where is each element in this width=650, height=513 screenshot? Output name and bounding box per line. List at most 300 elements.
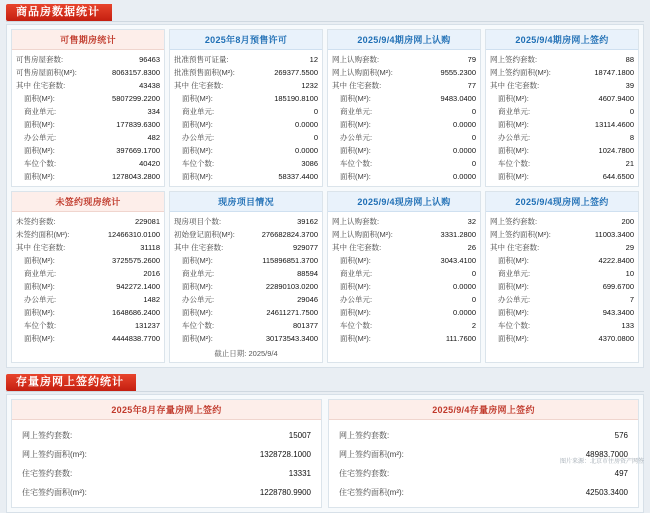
card-unsigned-completed-housing — [11, 191, 165, 363]
stat-row — [16, 319, 160, 332]
stat-value: 88 — [625, 55, 634, 64]
stat-row — [174, 157, 318, 170]
stat-value: 0 — [471, 159, 476, 168]
stat-label: 网上认购套数: — [332, 217, 380, 226]
stat-row — [16, 254, 160, 267]
stat-value: 1228780.9900 — [259, 488, 311, 497]
stat-value: 0 — [313, 107, 318, 116]
stat-label: 批准预售可证量: — [174, 55, 229, 64]
stat-row — [174, 319, 318, 332]
stat-row — [16, 332, 160, 345]
section-title-stock-housing: 存量房网上签约统计 — [6, 374, 136, 391]
stat-row — [490, 66, 634, 79]
stat-row — [490, 131, 634, 144]
stat-value: 269377.5500 — [274, 68, 318, 77]
stat-value: 3331.2800 — [440, 230, 476, 239]
card-stock-contract-daily — [328, 399, 639, 508]
stat-label: 车位个数: — [498, 159, 531, 168]
stat-label: 商业单元: — [498, 269, 531, 278]
stat-row — [332, 215, 476, 228]
stat-row — [174, 105, 318, 118]
stat-row — [490, 92, 634, 105]
stat-label: 面积(M²): — [498, 172, 529, 181]
card-rows — [12, 420, 321, 504]
stat-label: 面积(M²): — [340, 308, 371, 317]
stat-value: 1328728.1000 — [259, 450, 311, 459]
stat-label: 面积(M²): — [340, 120, 371, 129]
stat-row — [332, 131, 476, 144]
stat-label: 面积(M²): — [498, 308, 529, 317]
stat-label: 车位个数: — [498, 321, 531, 330]
stat-value: 276682824.3700 — [261, 230, 318, 239]
stat-row — [332, 105, 476, 118]
stat-row — [332, 267, 476, 280]
stat-value: 229081 — [134, 217, 160, 226]
stat-label: 网上认购面积(M²): — [332, 68, 393, 77]
stat-value: 40420 — [139, 159, 160, 168]
stat-value: 0.0000 — [295, 146, 318, 155]
stat-row — [332, 306, 476, 319]
stat-label: 批准预售面积(M²): — [174, 68, 235, 77]
stat-label: 车位个数: — [24, 321, 57, 330]
stat-label: 面积(M²): — [24, 308, 55, 317]
stat-row — [490, 215, 634, 228]
stat-value: 0.0000 — [453, 120, 476, 129]
stat-row — [332, 66, 476, 79]
stat-row — [490, 228, 634, 241]
card-forward-online-subscription — [327, 29, 481, 187]
card-rows — [170, 50, 322, 183]
stat-value: 30173543.3400 — [265, 334, 318, 343]
stat-value: 2016 — [143, 269, 160, 278]
stat-row — [490, 306, 634, 319]
stat-row — [490, 118, 634, 131]
stat-label: 商业单元: — [24, 107, 57, 116]
stat-label: 网上签约套数: — [22, 431, 73, 440]
stat-row — [16, 105, 160, 118]
stat-row — [332, 157, 476, 170]
stat-value: 0 — [471, 133, 476, 142]
stat-value: 397669.1700 — [116, 146, 160, 155]
stat-row — [16, 66, 160, 79]
stat-label: 面积(M²): — [340, 172, 371, 181]
stat-row — [174, 53, 318, 66]
stat-label: 办公单元: — [24, 295, 57, 304]
stat-value: 29 — [625, 243, 634, 252]
stat-row — [332, 332, 476, 345]
stat-row — [174, 66, 318, 79]
stat-value: 185190.8100 — [274, 94, 318, 103]
stat-row — [174, 131, 318, 144]
stat-value: 21 — [625, 159, 634, 168]
stat-value: 10 — [625, 269, 634, 278]
stat-value: 18747.1800 — [594, 68, 634, 77]
stat-row — [332, 92, 476, 105]
stat-value: 0.0000 — [453, 282, 476, 291]
card-title: 2025年8月存量房网上签约 — [12, 400, 321, 420]
stat-value: 0.0000 — [453, 146, 476, 155]
stat-value: 4444838.7700 — [112, 334, 160, 343]
stat-label: 住宅签约面积(m²): — [22, 488, 87, 497]
stat-label: 面积(M²): — [498, 146, 529, 155]
stat-label: 面积(M²): — [340, 256, 371, 265]
stat-row — [174, 79, 318, 92]
stat-label: 其中 住宅套数: — [174, 81, 224, 90]
stat-row — [16, 170, 160, 183]
stat-value: 1482 — [143, 295, 160, 304]
card-title: 2025/9/4期房网上认购 — [328, 30, 480, 50]
stat-row — [490, 157, 634, 170]
stat-label: 面积(M²): — [182, 120, 213, 129]
stat-label: 面积(M²): — [340, 282, 371, 291]
stat-row — [174, 241, 318, 254]
stat-value: 3725575.2600 — [112, 256, 160, 265]
stat-label: 面积(M²): — [340, 334, 371, 343]
stat-value: 0 — [471, 295, 476, 304]
stat-value: 576 — [614, 431, 628, 440]
stat-row — [332, 118, 476, 131]
stat-row — [174, 267, 318, 280]
stat-label: 面积(M²): — [24, 146, 55, 155]
stat-label: 可售房屋面积(M²): — [16, 68, 77, 77]
stat-label: 其中 住宅套数: — [490, 243, 540, 252]
stat-value: 39 — [625, 81, 634, 90]
stat-label: 车位个数: — [182, 159, 215, 168]
stat-label: 面积(M²): — [182, 282, 213, 291]
stat-row — [174, 306, 318, 319]
stat-row — [490, 267, 634, 280]
stat-row — [16, 157, 160, 170]
card-completed-project-status — [169, 191, 323, 363]
card-rows — [486, 50, 638, 183]
stat-row — [339, 426, 628, 445]
card-rows — [328, 212, 480, 345]
stat-row — [174, 92, 318, 105]
stat-label: 商业单元: — [340, 269, 373, 278]
card-presale-permit-august — [169, 29, 323, 187]
stat-label: 面积(M²): — [340, 94, 371, 103]
stat-value: 42503.3400 — [585, 488, 628, 497]
stat-label: 网上签约套数: — [490, 217, 538, 226]
stat-label: 商业单元: — [182, 107, 215, 116]
stat-value: 79 — [467, 55, 476, 64]
stat-value: 4370.0800 — [598, 334, 634, 343]
stat-row — [490, 293, 634, 306]
section-header-stock-housing — [6, 374, 644, 391]
stat-row — [22, 483, 311, 502]
stat-value: 26 — [467, 243, 476, 252]
card-title: 2025/9/4期房网上签约 — [486, 30, 638, 50]
stat-label: 住宅签约面积(m²): — [339, 488, 404, 497]
stat-value: 13331 — [288, 469, 311, 478]
stat-row — [16, 306, 160, 319]
stock-housing-card-grid — [11, 399, 639, 508]
stat-row — [490, 254, 634, 267]
stock-housing-panel — [6, 394, 644, 513]
stat-label: 面积(M²): — [182, 94, 213, 103]
stat-row — [490, 105, 634, 118]
stat-value: 133 — [621, 321, 634, 330]
stat-value: 111.7600 — [445, 334, 476, 343]
stat-row — [16, 241, 160, 254]
card-title: 2025年8月预售许可 — [170, 30, 322, 50]
stat-label: 面积(M²): — [24, 334, 55, 343]
stat-label: 面积(M²): — [340, 146, 371, 155]
stat-value: 0.0000 — [453, 308, 476, 317]
stat-value: 1232 — [301, 81, 318, 90]
card-title: 未签约现房统计 — [12, 192, 164, 212]
stat-value: 15007 — [288, 431, 311, 440]
stat-label: 网上签约套数: — [490, 55, 538, 64]
stat-value: 177839.6300 — [116, 120, 160, 129]
stat-value: 31118 — [140, 243, 160, 252]
stat-row — [16, 79, 160, 92]
stat-row — [490, 280, 634, 293]
stat-row — [16, 215, 160, 228]
stat-value: 801377 — [292, 321, 318, 330]
source-footer: 图片来源：北京市住房资产网签 — [559, 459, 644, 465]
stat-row — [174, 215, 318, 228]
stat-row — [332, 228, 476, 241]
stat-value: 334 — [147, 107, 160, 116]
stat-label: 网上签约面积(m²): — [339, 450, 404, 459]
card-title: 2025/9/4现房网上签约 — [486, 192, 638, 212]
stat-label: 其中 住宅套数: — [332, 81, 382, 90]
stat-value: 2 — [471, 321, 476, 330]
stat-row — [16, 118, 160, 131]
stat-value: 12466310.0100 — [107, 230, 160, 239]
stat-row — [16, 293, 160, 306]
stat-value: 22890103.0200 — [265, 282, 318, 291]
stat-value: 497 — [614, 469, 628, 478]
stat-value: 11003.3400 — [594, 230, 634, 239]
stat-label: 面积(M²): — [24, 172, 55, 181]
stat-label: 面积(M²): — [24, 120, 55, 129]
stat-label: 网上签约套数: — [339, 431, 390, 440]
stat-label: 面积(M²): — [182, 308, 213, 317]
stat-row — [332, 170, 476, 183]
card-title: 现房项目情况 — [170, 192, 322, 212]
stat-row — [332, 254, 476, 267]
stat-value: 96463 — [139, 55, 160, 64]
stat-row — [174, 228, 318, 241]
stat-value: 8 — [629, 133, 634, 142]
data-cutoff-date: 截止日期: 2025/9/4 — [214, 349, 278, 358]
stat-value: 482 — [147, 133, 160, 142]
new-housing-card-grid — [11, 29, 639, 363]
stat-label: 其中 住宅套数: — [490, 81, 540, 90]
stat-label: 网上认购面积(M²): — [332, 230, 393, 239]
stat-label: 其中 住宅套数: — [174, 243, 224, 252]
stat-value: 88594 — [297, 269, 318, 278]
stat-label: 面积(M²): — [24, 256, 55, 265]
stat-value: 9483.0400 — [440, 94, 476, 103]
stat-value: 12 — [309, 55, 318, 64]
stat-label: 其中 住宅套数: — [16, 243, 66, 252]
stat-row — [339, 483, 628, 502]
section-header-new-housing — [6, 4, 644, 21]
stat-row — [339, 464, 628, 483]
card-rows — [486, 212, 638, 345]
stat-row — [174, 170, 318, 183]
stat-row — [332, 53, 476, 66]
stat-label: 车位个数: — [340, 321, 373, 330]
stat-value: 943.3400 — [602, 308, 634, 317]
stat-value: 48983.7000 — [585, 450, 628, 459]
stat-label: 现房项目个数: — [174, 217, 222, 226]
stat-label: 住宅签约套数: — [339, 469, 390, 478]
stat-value: 929077 — [292, 243, 318, 252]
stat-value: 8063157.8300 — [112, 68, 160, 77]
stat-value: 644.6500 — [602, 172, 634, 181]
stat-label: 网上签约面积(M²): — [490, 230, 551, 239]
stat-value: 29046 — [297, 295, 318, 304]
stat-value: 3086 — [301, 159, 318, 168]
stat-label: 面积(M²): — [182, 172, 213, 181]
card-stock-contract-august — [11, 399, 322, 508]
stat-label: 车位个数: — [182, 321, 215, 330]
stat-value: 7 — [629, 295, 634, 304]
stat-value: 3043.4100 — [440, 256, 476, 265]
stat-label: 办公单元: — [24, 133, 57, 142]
stat-label: 住宅签约套数: — [22, 469, 73, 478]
stat-value: 77 — [467, 81, 476, 90]
stat-row — [16, 53, 160, 66]
stat-label: 面积(M²): — [498, 256, 529, 265]
stat-row — [332, 319, 476, 332]
card-completed-online-subscription — [327, 191, 481, 363]
card-available-forward-housing — [11, 29, 165, 187]
stat-row — [490, 79, 634, 92]
stat-label: 面积(M²): — [498, 282, 529, 291]
stat-value: 1024.7800 — [598, 146, 634, 155]
stat-label: 未签约套数: — [16, 217, 56, 226]
stat-label: 车位个数: — [340, 159, 373, 168]
stat-value: 39162 — [297, 217, 318, 226]
stat-value: 4607.9400 — [598, 94, 634, 103]
stat-label: 面积(M²): — [498, 94, 529, 103]
stat-value: 13114.4600 — [594, 120, 634, 129]
stat-label: 面积(M²): — [182, 334, 213, 343]
stat-row — [332, 241, 476, 254]
stat-value: 0 — [471, 107, 476, 116]
stat-label: 面积(M²): — [182, 256, 213, 265]
stat-label: 未签约面积(M²): — [16, 230, 70, 239]
stat-value: 0.0000 — [453, 172, 476, 181]
stat-label: 办公单元: — [340, 295, 373, 304]
stat-value: 0.0000 — [295, 120, 318, 129]
stat-row — [174, 144, 318, 157]
stat-value: 58337.4400 — [278, 172, 318, 181]
stat-row — [490, 53, 634, 66]
stat-value: 1278043.2800 — [112, 172, 160, 181]
stat-label: 办公单元: — [340, 133, 373, 142]
stat-value: 131237 — [134, 321, 160, 330]
card-title: 2025/9/4存量房网上签约 — [329, 400, 638, 420]
stat-value: 942272.1400 — [116, 282, 160, 291]
stat-label: 其中 住宅套数: — [16, 81, 66, 90]
card-title: 可售期房统计 — [12, 30, 164, 50]
stat-row — [174, 293, 318, 306]
stat-value: 5807299.2200 — [112, 94, 160, 103]
stat-row — [490, 332, 634, 345]
stat-value: 1648686.2400 — [112, 308, 160, 317]
card-rows — [12, 50, 164, 183]
stat-label: 车位个数: — [24, 159, 57, 168]
stat-value: 0 — [471, 269, 476, 278]
stat-row — [16, 92, 160, 105]
stat-label: 面积(M²): — [498, 334, 529, 343]
stat-row — [16, 131, 160, 144]
stat-label: 其中 住宅套数: — [332, 243, 382, 252]
stat-row — [332, 293, 476, 306]
stat-row — [22, 426, 311, 445]
card-forward-online-contract — [485, 29, 639, 187]
stat-value: 43438 — [139, 81, 160, 90]
stat-label: 网上签约面积(m²): — [22, 450, 87, 459]
stat-row — [332, 79, 476, 92]
stat-label: 办公单元: — [182, 133, 215, 142]
stat-row — [490, 319, 634, 332]
card-completed-online-contract — [485, 191, 639, 363]
stat-row — [22, 445, 311, 464]
stat-label: 办公单元: — [182, 295, 215, 304]
stat-row — [174, 280, 318, 293]
stat-row — [490, 144, 634, 157]
stat-label: 办公单元: — [498, 133, 531, 142]
card-title: 2025/9/4现房网上认购 — [328, 192, 480, 212]
section-title-new-housing: 商品房数据统计 — [6, 4, 112, 21]
stat-label: 面积(M²): — [24, 282, 55, 291]
stat-row — [174, 254, 318, 267]
stat-label: 商业单元: — [498, 107, 531, 116]
stat-row — [16, 144, 160, 157]
stat-label: 初始登记面积(M²): — [174, 230, 235, 239]
stat-value: 0 — [629, 107, 634, 116]
stat-row — [174, 118, 318, 131]
stat-label: 商业单元: — [182, 269, 215, 278]
stat-value: 115896851.3700 — [262, 256, 318, 265]
stat-row — [174, 332, 318, 345]
stat-value: 9555.2300 — [440, 68, 476, 77]
stat-row — [16, 228, 160, 241]
stat-row — [490, 170, 634, 183]
card-rows — [170, 212, 322, 359]
stat-value: 200 — [621, 217, 634, 226]
stat-row — [332, 280, 476, 293]
new-housing-panel — [6, 24, 644, 368]
stat-row — [16, 267, 160, 280]
stat-label: 商业单元: — [340, 107, 373, 116]
stat-label: 面积(M²): — [24, 94, 55, 103]
card-rows — [12, 212, 164, 345]
stat-label: 商业单元: — [24, 269, 57, 278]
stat-value: 24611271.7500 — [266, 308, 318, 317]
stat-label: 网上签约面积(M²): — [490, 68, 551, 77]
stat-row — [22, 464, 311, 483]
stat-row — [332, 144, 476, 157]
stat-label: 面积(M²): — [182, 146, 213, 155]
stat-row — [490, 241, 634, 254]
stat-value: 699.6700 — [602, 282, 634, 291]
stat-label: 可售房屋套数: — [16, 55, 64, 64]
stat-label: 办公单元: — [498, 295, 531, 304]
card-rows — [328, 50, 480, 183]
stat-row — [16, 280, 160, 293]
stat-label: 网上认购套数: — [332, 55, 380, 64]
stat-value: 0 — [313, 133, 318, 142]
stat-value: 32 — [467, 217, 476, 226]
